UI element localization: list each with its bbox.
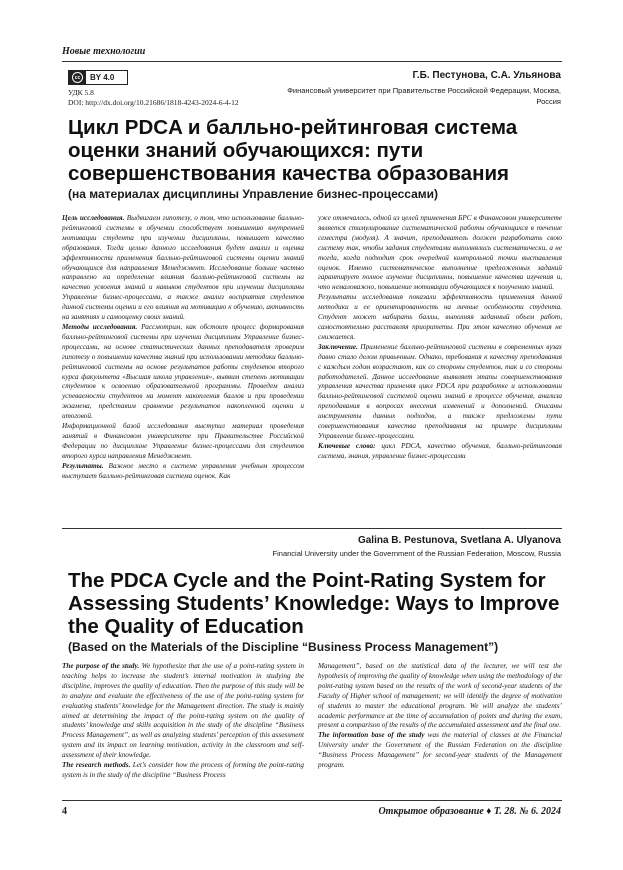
paragraph (62, 662, 304, 761)
cc-icon: cc (72, 72, 83, 83)
footer-rule (62, 800, 562, 801)
page-number: 4 (62, 806, 67, 817)
rubric: Новые технологии (62, 46, 146, 57)
paragraph-text: Management”, based on the statistical data of the lecturer, we will test the hypothesis of improving the quality of knowledge when using the methodology of the point-rating system based on the results of the work of second-year students of the Faculty of Higher school of management; we will identify the degree of motivation of students to master the educational program. We will analyze the students’ academic performance at the time of accumulation of points and during the exam, present a comparison of the results of the accumulated assessment and the final one. (318, 662, 562, 730)
paragraph-text: Применение балльно-рейтинговой системы в современных вузах давно стало делом привычным. Однако, требования к качеству преподавания с каждым годом возрастают, как со стороны студентов, так и со стороны работодателей. Данное исследование выявляет этапы совершенствования управления качества применяя цикл PDCA при разработке и использовании балльно-рейтинговой системой оценки знаний в процессе обучения, анализа преподавания в вопросах внесения изменений и дополнений. Описаны инструменты данных подходов, а также предложены пути совершенствования качества преподавания на примере дисциплины Управление бизнес-процессами. (318, 342, 562, 440)
paragraph-text: уже отмечалось, одной из целей применения БРС в Финансовом университете является стимулирование систематической работы обучающихся в течение семестра (модуля). А значит, преподаватель должен разработать свою систему так, чтобы задания студентами выполнялись систематически, а не тогда, когда подходит срок очередной контрольной точки выставления оценок. Именно систематическое выполнение предложенных заданий гарантирует полное изучение дисциплины, повышение качества изучения и, что немаловажно, повышение мотивации обучающихся к получению знаний. (318, 214, 562, 292)
authors-ru: Г.Б. Пестунова, С.А. Ульянова (412, 70, 561, 81)
article-meta (68, 88, 239, 108)
paragraph (318, 214, 562, 293)
paragraph (62, 761, 304, 781)
paragraph-label: Методы исследования. (62, 322, 138, 331)
paragraph-text: Выдвигаем гипотезу, о том, что использование балльно-рейтинговой системы в обучении способствует повышению внутренней мотивации студента при изучении дисциплины, повышает качество образования. Тогда целью данного исследования будет анализ и оценка эффективности применения балльно-рейтинговой системы оценки знаний обучающихся для направления Менеджмент. Исследование больше частью направлено на определение влияния балльно-рейтинговой системы на качество усвоения знаний и навыков студентов при изучении дисциплины Управление бизнес-процессами, а также анализ восприятия студентов данной системы оценки и его влияния на мотивацию к обучению, активность на занятиях и самооценку своих знаний. (62, 214, 304, 322)
paragraph-label: The purpose of the study. (62, 662, 140, 670)
paragraph-label: The information base of the study (318, 731, 425, 740)
paragraph (62, 422, 304, 462)
abstract-ru-col2 (318, 214, 562, 462)
subtitle-ru: (на материалах дисциплины Управление бизнес-процессами) (68, 187, 439, 201)
authors-en: Galina B. Pestunova, Svetlana A. Ulyanova (357, 535, 561, 546)
section-rule (62, 528, 562, 529)
journal-citation: Открытое образование ♦ Т. 28. № 6. 2024 (378, 806, 561, 817)
abstract-en-col1 (62, 662, 304, 781)
title-ru: Цикл PDCA и балльно-рейтинговая система оценки знаний обучающихся: пути совершенствования качества образования (68, 116, 518, 185)
paragraph-label: Результаты. (62, 461, 104, 470)
abstract-ru-col1 (62, 214, 304, 481)
doi-link[interactable]: DOI: http://dx.doi.org/10.21686/1818-4243-2024-6-4-12 (68, 98, 239, 107)
paragraph-label: Ключевые слова: (318, 441, 376, 450)
paragraph-text: Информационной базой исследования выступил материал проведения занятий в Финансовом университете при Правительстве Российской Федерации по дисциплине Управление бизнес-процессами для студентов второго курса направления Менеджмент. (62, 422, 304, 460)
paragraph (62, 214, 304, 323)
affiliation-en: Financial University under the Government of the Russian Federation, Moscow, Russia (272, 549, 561, 558)
paragraph-label: Цель исследования. (62, 214, 125, 222)
paragraph-text: Важное место в системе управления учебным процессом выступает балльно-рейтинговая система оценок. Как (62, 461, 304, 480)
udc: УДК 5.8 (68, 88, 94, 97)
paragraph (62, 323, 304, 422)
paragraph-text: Результаты исследования показали эффективность применения данной методики и ее ориентированность на личные особенности студента. Студент может набирать баллы, выполняя заданный объем работ, самостоятельно расставляя приоритеты. При этом качество обучения не снижается. (318, 293, 562, 341)
paragraph-text: цикл PDCA, качество обучения, балльно-рейтинговая система, знания, управление бизнес-процессами (318, 441, 562, 460)
paragraph (318, 662, 562, 731)
paragraph (318, 731, 562, 771)
paragraph-text: was the material of classes at the Financial University under the Government of the Russian Federation on the discipline “Business Process Management” for second-year students of the Management program. (318, 731, 562, 770)
paragraph-text: We hypothesize that the use of a point-rating system in teaching helps to increase the student’s internal motivation in studying the discipline, improves the quality of education. Then the purpose of this study will be to analyze and evaluate the effectiveness of the use of the point-rating system for evaluating students’ knowledge for the Management direction. The study is mainly aimed at determining the impact of the point-rating system on the quality of students’ knowledge and skills acquisition in the study of the discipline “Business Process Management”, as well as analyzing students’ perception of this assessment system and its impact on learning motivation, activity in the classroom and self-assessment of their knowledge. (62, 662, 304, 760)
paragraph (318, 293, 562, 343)
paragraph-text: Let’s consider how the process of forming the point-rating system is in the study of the discipline “Business Process (62, 761, 304, 779)
title-en: The PDCA Cycle and the Point-Rating System for Assessing Students’ Knowledge: Ways to Improve the Quality of Education (68, 569, 560, 638)
subtitle-en: (Based on the Materials of the Discipline “Business Process Management”) (68, 640, 499, 654)
paragraph (318, 442, 562, 462)
paragraph-text: Рассмотрим, как обстоит процесс формирования балльно-рейтинговой системы при изучении дисциплины Управление бизнес-процессами, на основе статистических данных преподавателя проверим гипотезу о повышении качества знаний при использовании методики балльно-рейтинговой системы на основе результатов работы студентов второго курса факультета «Высшая школа управления», выявим степень мотивации студентов к освоению образовательной программы. Проведем анализ успеваемости студентов на момент накопления баллов и при проведении экзамена, представим сравнение результатов накопленной оценки и итоговой. (62, 322, 304, 421)
license-label: BY 4.0 (90, 73, 115, 82)
affiliation-ru: Финансовый университет при Правительстве Российской Федерации, Москва, Россия (287, 86, 561, 106)
abstract-en-col2 (318, 662, 562, 771)
header-rule (62, 61, 562, 62)
license-badge[interactable] (68, 70, 128, 85)
paragraph (62, 462, 304, 482)
paragraph-label: The research methods. (62, 761, 131, 770)
paragraph (318, 343, 562, 442)
paragraph-label: Заключение. (318, 342, 358, 351)
